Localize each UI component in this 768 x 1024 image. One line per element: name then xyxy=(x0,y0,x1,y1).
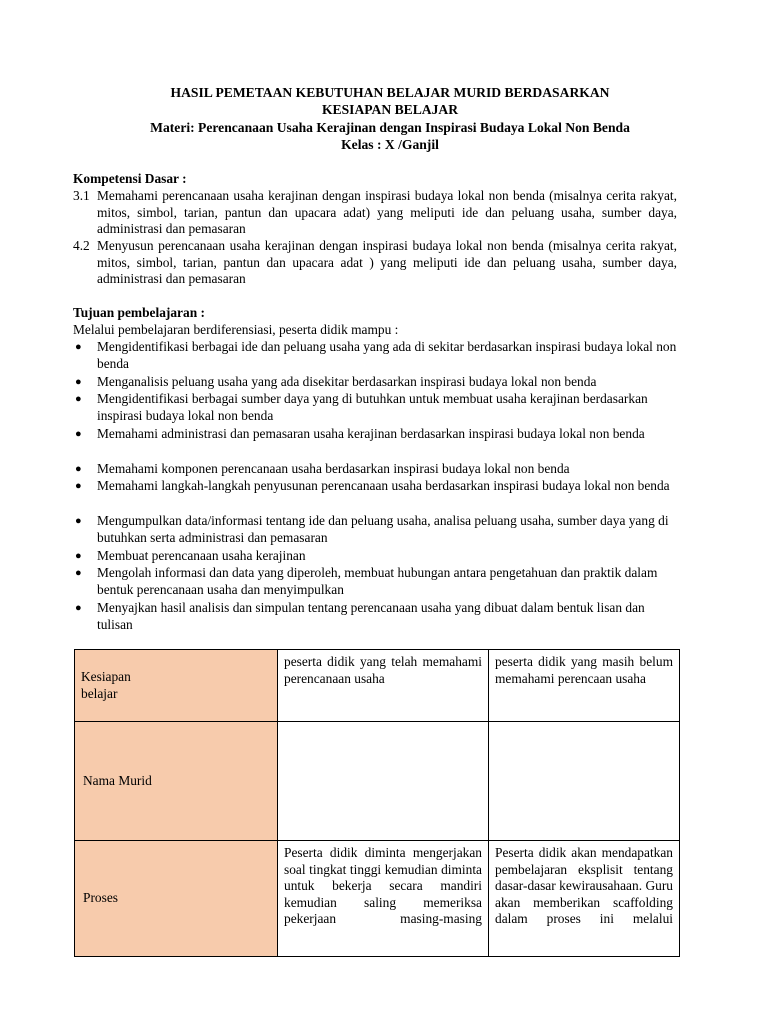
goal-text: Menyajkan hasil analisis dan simpulan tentang perencanaan usaha yang dibuat dalam bentuk lisan dan tulisan xyxy=(97,600,645,632)
row-label: Proses xyxy=(83,890,118,906)
bullet-icon: ● xyxy=(75,480,82,492)
bullet-icon: ● xyxy=(75,428,82,440)
goal-item xyxy=(73,374,683,391)
goal-item xyxy=(73,391,683,424)
table-row xyxy=(75,722,680,841)
cell-text: peserta didik yang telah memahami perencanaan usaha xyxy=(284,654,482,686)
bullet-icon: ● xyxy=(75,463,82,475)
row-label-cell xyxy=(75,650,278,722)
cell-text: peserta didik yang masih belum memahami perencaan usaha xyxy=(495,654,673,686)
goal-text: Mengidentifikasi berbagai ide dan peluang usaha yang ada di sekitar berdasarkan inspirasi budaya lokal non benda xyxy=(97,339,677,371)
goal-text: Memahami langkah-langkah penyusunan perencanaan usaha berdasarkan inspirasi budaya lokal non benda xyxy=(97,478,670,493)
table-cell xyxy=(489,650,680,722)
goal-item xyxy=(73,565,683,598)
bullet-icon: ● xyxy=(75,567,82,579)
kompetensi-text: Menyusun perencanaan usaha kerajinan dengan inspirasi budaya lokal non benda (misalnya cerita rakyat, mitos, simbol, tarian, pantun dan upacara adat ) yang meliputi ide dan peluang usaha, sumber daya, administrasi dan pemasaran xyxy=(97,238,677,286)
goal-item xyxy=(73,600,683,633)
goal-text: Mengumpulkan data/informasi tentang ide dan peluang usaha, analisa peluang usaha, sumber daya yang di butuhkan serta administrasi dan pemasaran xyxy=(97,513,669,545)
bullet-icon: ● xyxy=(75,602,82,614)
goal-text: Membuat perencanaan usaha kerajinan xyxy=(97,548,306,563)
bullet-icon: ● xyxy=(75,393,82,405)
table-cell xyxy=(278,841,489,957)
goal-item xyxy=(73,339,683,372)
kompetensi-item xyxy=(73,238,677,288)
goal-item xyxy=(73,426,683,443)
table-cell xyxy=(489,722,680,841)
goal-text: Menganalisis peluang usaha yang ada disekitar berdasarkan inspirasi budaya lokal non benda xyxy=(97,374,597,389)
bullet-icon: ● xyxy=(75,550,82,562)
bullet-icon: ● xyxy=(75,515,82,527)
table-row xyxy=(75,650,680,722)
kompetensi-item xyxy=(73,188,677,238)
table-row xyxy=(75,841,680,957)
goal-item xyxy=(73,513,683,546)
document-title-line2: KESIAPAN BELAJAR xyxy=(321,102,459,117)
kompetensi-number: 3.1 xyxy=(73,188,90,203)
goal-item xyxy=(73,478,683,495)
goal-text: Mengidentifikasi berbagai sumber daya yang di butuhkan untuk membuat usaha kerajinan berdasarkan inspirasi budaya lokal non benda xyxy=(97,391,648,423)
goal-text: Memahami administrasi dan pemasaran usaha kerajinan berdasarkan inspirasi budaya lokal non benda xyxy=(97,426,645,441)
tujuan-heading: Tujuan pembelajaran : xyxy=(73,305,205,320)
goal-text: Memahami komponen perencanaan usaha berdasarkan inspirasi budaya lokal non benda xyxy=(97,461,570,476)
bullet-icon: ● xyxy=(75,341,82,353)
row-label-cell xyxy=(75,722,278,841)
kompetensi-text: Memahami perencanaan usaha kerajinan dengan inspirasi budaya lokal non benda (misalnya cerita rakyat, mitos, simbol, tarian, pantun dan upacara adat) yang meliputi ide dan peluang usaha, sumber daya, administrasi dan pemasaran xyxy=(97,188,677,236)
kompetensi-heading: Kompetensi Dasar : xyxy=(73,171,187,186)
row-label: Nama Murid xyxy=(83,772,152,788)
tujuan-intro: Melalui pembelajaran berdiferensiasi, peserta didik mampu : xyxy=(73,322,399,337)
cell-text: Peserta didik akan mendapatkan pembelajaran eksplisit tentang dasar-dasar kewirausahaan. Guru akan memberikan scaffolding dalam proses ini melalui xyxy=(495,845,673,926)
materi-line: Materi: Perencanaan Usaha Kerajinan dengan Inspirasi Budaya Lokal Non Benda xyxy=(150,120,630,135)
cell-text: Peserta didik diminta mengerjakan soal tingkat tinggi kemudian diminta untuk bekerja secara mandiri kemudian saling memeriksa pekerjaan masing-masing xyxy=(284,845,482,926)
table-cell xyxy=(278,650,489,722)
goal-text: Mengolah informasi dan data yang diperoleh, membuat hubungan antara pengetahuan dan praktik dalam bentuk perencanaan usaha dan menyimpulkan xyxy=(97,565,658,597)
table-cell xyxy=(489,841,680,957)
row-label-cell xyxy=(75,841,278,957)
bullet-icon: ● xyxy=(75,376,82,388)
readiness-table xyxy=(74,649,680,957)
kelas-line: Kelas : X /Ganjil xyxy=(341,137,439,152)
document-title-line1: HASIL PEMETAAN KEBUTUHAN BELAJAR MURID BERDASARKAN xyxy=(170,85,610,100)
goal-item xyxy=(73,461,683,478)
row-label: Kesiapan belajar xyxy=(81,669,131,701)
goal-item xyxy=(73,548,683,565)
kompetensi-number: 4.2 xyxy=(73,238,90,253)
table-cell xyxy=(278,722,489,841)
